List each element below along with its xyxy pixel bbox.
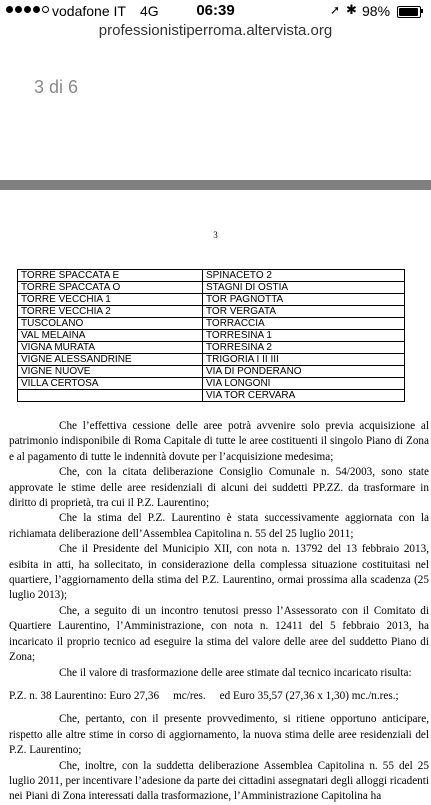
battery-icon: [397, 6, 421, 18]
table-row: [18, 366, 405, 378]
location-arrow-icon: ➚: [330, 3, 341, 17]
table-cell: TORRE VECCHIA 1: [18, 294, 203, 306]
table-cell: [18, 390, 203, 402]
table-cell: VIA LONGONI: [203, 378, 405, 390]
url-bar[interactable]: professionistiperroma.altervista.org: [98, 22, 333, 39]
table-cell: TOR PAGNOTTA: [203, 294, 405, 306]
table-row: [18, 390, 405, 402]
table-row: [18, 378, 405, 390]
table-row: [18, 282, 405, 294]
table-row: [18, 342, 405, 354]
table-cell: VIGNE ALESSANDRINE: [18, 354, 203, 366]
paragraph: Che il valore di trasformazione delle aree stimate dal tecnico incaricato risulta:: [59, 666, 412, 679]
table-cell: VILLA CERTOSA: [18, 378, 203, 390]
battery-tip: [421, 9, 423, 13]
document-page[interactable]: [0, 190, 431, 803]
table-row: [18, 354, 405, 366]
table-row: [18, 330, 405, 342]
table-cell: TORRACCIA: [203, 318, 405, 330]
table-cell: TORRESINA 2: [203, 342, 405, 354]
carrier-name: vodafone IT: [52, 3, 126, 19]
page-counter: 3 di 6: [34, 77, 79, 97]
battery-percentage: 98%: [362, 3, 391, 19]
table-cell: TORRE SPACCATA O: [18, 282, 203, 294]
table-cell: TORRE VECCHIA 2: [18, 306, 203, 318]
table-cell: VIA TOR CERVARA: [203, 390, 405, 402]
table-cell: VIA DI PONDERANO: [203, 366, 405, 378]
table-row: [18, 294, 405, 306]
clock: 06:39: [196, 2, 235, 19]
table-cell: SPINACETO 2: [203, 270, 405, 282]
document-viewer-header: [0, 50, 431, 180]
network-type: 4G: [140, 3, 159, 19]
table-row: [18, 306, 405, 318]
paragraph: Che, inoltre, con la suddetta deliberazione Assemblea Capitolina n. 55 del 25 luglio 2011, per incentivare l’adesione da parte dei cittadini assegnatari degli alloggi ricadenti nei Piani di Zona interessati dalla trasformazione, l’Amministrazione Capitolina ha: [9, 759, 429, 803]
paragraph: Che, con la citata deliberazione Consiglio Comunale n. 54/2003, sono state approvate le stime delle aree residenziali di alcuni dei suddetti PP.ZZ. da trasformare in diritto di proprietà, tra cui il P.Z. Laurentino;: [9, 466, 429, 510]
paragraph: P.Z. n. 38 Laurentino: Euro 27,36 mc/res. ed Euro 35,57 (27,36 x 1,30) mc./n.res.;: [9, 689, 399, 702]
table-cell: TUSCOLANO: [18, 318, 203, 330]
page-number: 3: [213, 230, 218, 240]
bluetooth-icon: ✱: [346, 2, 357, 17]
paragraph: Che l’effettiva cessione delle aree potrà avvenire solo previa acquisizione al patrimonio indisponibile di Roma Capitale di tutte le aree costituenti il singolo Piano di Zona e al pagamento di tutte le indennità dovute per l’acquisizione medesima;: [9, 420, 429, 463]
table-cell: VAL MELAINA: [18, 330, 203, 342]
table-row: [18, 270, 405, 282]
paragraph: Che, pertanto, con il presente provvedimento, si ritiene opportuno anticipare, rispetto alle altre stime in corso di aggiornamento, la nuova stima delle aree residenziali del P.Z. Laurentino;: [9, 713, 429, 757]
table-cell: TORRESINA 1: [203, 330, 405, 342]
table-cell: VIGNA MURATA: [18, 342, 203, 354]
table-cell: TOR VERGATA: [203, 306, 405, 318]
table-cell: TORRE SPACCATA E: [18, 270, 203, 282]
paragraph: Che il Presidente del Municipio XII, con nota n. 13792 del 13 febbraio 2013, esibita in atti, ha sollecitato, in considerazione della complessa situazione costituitasi nel quartiere, l’aggiornamento della stima del P.Z. Laurentino, ormai prossima alla scadenza (25 luglio 2013);: [9, 543, 429, 602]
status-bar: [0, 0, 431, 22]
table-row: [18, 318, 405, 330]
table-cell: TRIGORIA I II III: [203, 354, 405, 366]
page-separator: [0, 180, 431, 190]
paragraph: Che la stima del P.Z. Laurentino è stata successivamente aggiornata con la richiamata deliberazione dell’Assemblea Capitolina n. 55 del 25 luglio 2011;: [9, 512, 429, 540]
table-cell: STAGNI DI OSTIA: [203, 282, 405, 294]
table-cell: VIGNE NUOVE: [18, 366, 203, 378]
paragraph: Che, a seguito di un incontro tenutosi presso l’Assessorato con il Comitato di Quartiere Laurentino, l’Amministrazione, con nota n. 12411 del 5 febbraio 2013, ha incaricato il proprio tecnico ad eseguire la stima del valore delle aree del suddetto Piano di Zona;: [9, 604, 429, 664]
piani-di-zona-table: [17, 269, 405, 402]
document-body: [9, 419, 429, 805]
